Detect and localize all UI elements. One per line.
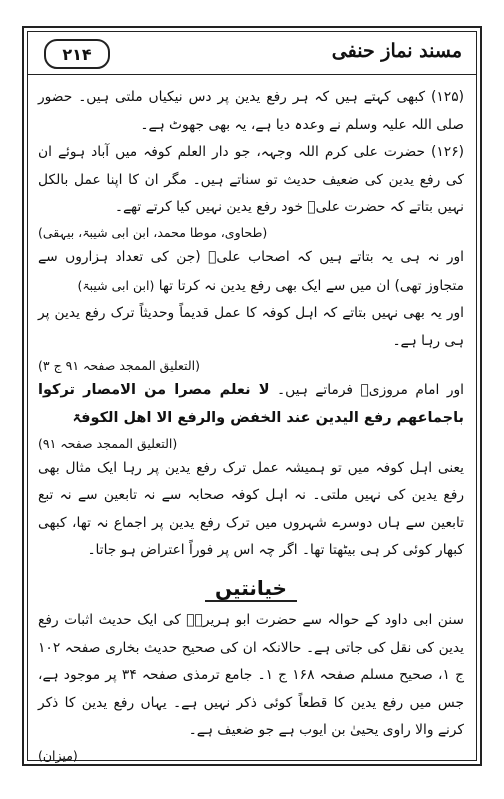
paragraph-ahl-kufa: اور یہ بھی نہیں بتاتے کہ اہل کوفہ کا عمل قدیماً وحدیثاً ترک رفع یدین پر ہی رہا ہے۔ [38, 305, 464, 349]
book-title: مسند نماز حنفی [331, 40, 462, 62]
paragraph-yani: یعنی اہل کوفہ میں تو ہمیشہ عمل ترک رفع یدین پر رہا ایک مثال بھی رفع یدین کی نہیں ملتی۔ نہ اہل کوفہ صحابہ سے نہ تابعین سے نہ تبع تابعین سے ہاں دوسرے شہروں میں ترک رفع یدین پر اجماع نہ تھا، کبھی کبھار کوئی کر ہی بیٹھتا تھا۔ اگر چہ اس پر فوراً اعتراض ہو جاتا۔ [38, 459, 464, 559]
paragraph-marwazi-text: اور امام مروزیؒ فرماتے ہیں۔ [276, 382, 464, 399]
paragraph-khiyanat: سنن ابی داود کے حوالہ سے حضرت ابو ہریرہؓ کی ایک حدیث اثبات رفع یدین کی نقل کی جاتی ہے۔ حالانکہ ان کی صحیح حدیث بخاری صفحہ ۱۰۲ ج ۱، صحیح مسلم صفحہ ۱۶۸ ج ۱۔ جامع ترمذی صفحہ ۳۴ پر موجود ہے، جس میں رفع یدین کا قطعاً کوئی ذکر نہیں ہے۔ یہاں رفع یدین کا ذکر کرنے والا راوی یحییٰ بن ایوب ہے جو ضعیف ہے۔ [38, 611, 464, 739]
page-content [38, 84, 464, 767]
section-heading [38, 571, 464, 605]
citation-mizan: (میزان) [38, 747, 78, 763]
page-frame [22, 26, 482, 766]
page-number: ۲۱۴ [44, 39, 110, 69]
paragraph-125: (۱۲۵) کبھی کہتے ہیں کہ ہر رفع یدین پر دس نیکیاں ملتی ہیں۔ حضور صلی اللہ علیہ وسلم نے وعدہ دیا ہے، یہ بھی جھوٹ ہے۔ [38, 89, 464, 133]
paragraph-ashab-ali-text: اور نہ ہی یہ بتاتے ہیں کہ اصحاب علیؓ (جن کی تعداد ہزاروں سے متجاوز تھی) ان میں سے ایک بھی رفع یدین نہ کرتا تھا [38, 248, 464, 294]
paragraph-ashab-ali [38, 244, 464, 300]
citation-taliq-1: (التعلیق الممجد صفحہ ۹۱ ج ۳) [38, 358, 200, 374]
page-frame-inner [27, 31, 477, 761]
paragraph-marwazi [38, 377, 464, 432]
page-header [28, 32, 476, 75]
paragraph-126: (۱۲۶) حضرت علی کرم اللہ وجہہ، جو دار العلم کوفہ میں آباد ہوئے ان کی رفع یدین کی ضعیف حدیث تو سناتے ہیں۔ مگر ان کا اپنا عمل بالکل نہیں بتاتے کہ حضرت علیؓ خود رفع یدین نہیں کیا کرتے تھے۔ [38, 144, 464, 216]
arabic-quote: لا نعلم مصرا من الامصار ترکوا باجماعھم رفع الیدین عند الخفض والرفع الا اھل الکوفۃ [38, 382, 464, 426]
citation-taliq-2: (التعلیق الممجد صفحہ ۹۱) [38, 435, 178, 451]
citation-tahawi: (طحاوی، موطا محمد، ابن ابی شیبۃ، بیہقی) [38, 224, 268, 240]
citation-ibn-abi-shaiba: (ابن ابی شیبۃ) [77, 277, 155, 293]
section-heading-text: خیانتیں [205, 576, 297, 602]
